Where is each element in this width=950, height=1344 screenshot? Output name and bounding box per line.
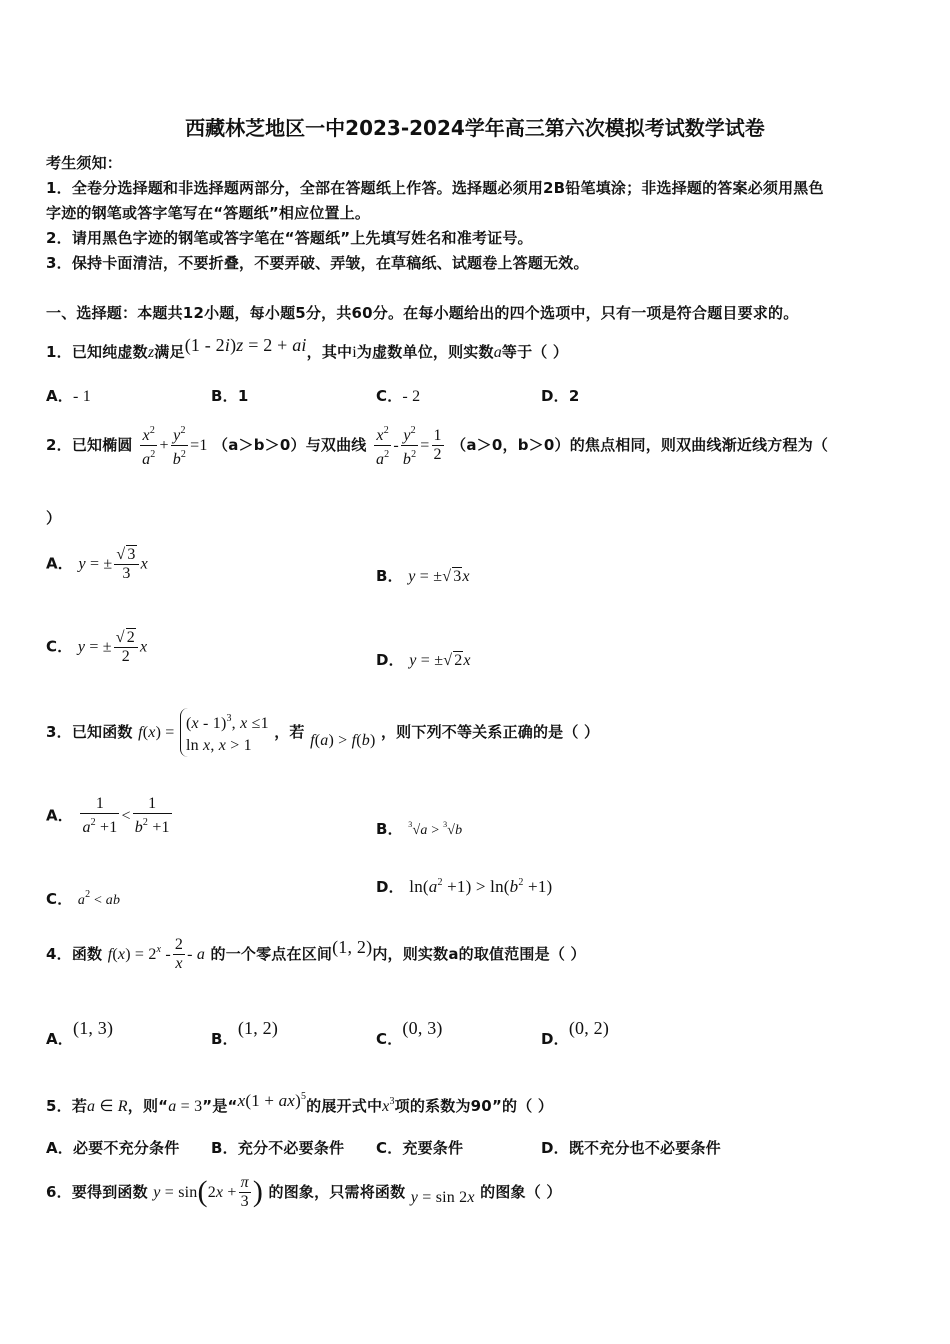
q3-option-a[interactable]: A． $\frac{1}{a^2 +1}$ < $\frac{1}{b^2 +1}$ (46, 795, 170, 836)
q4-option-a[interactable]: A．(1, 3) (46, 1018, 114, 1048)
q5-text-4: 的展开式中 (306, 1097, 383, 1115)
q4-text-3: 内，则实数a的取值范围是（ ） (372, 945, 586, 963)
q1-option-a[interactable]: A．- 1 (46, 387, 91, 405)
q1-text-2: 满足 (154, 343, 185, 361)
q1-option-d[interactable]: D．2 (541, 387, 580, 405)
question-1: 1．已知纯虚数z满足(1 - 2i)z = 2 + ai，其中i为虚数单位，则实数a等于（ ） (46, 335, 569, 361)
notice-heading: 考生须知： (46, 154, 123, 172)
q3-option-b[interactable]: B． $^3$√a > $^3$√b (376, 820, 463, 838)
q3-option-d[interactable]: D． $\ln(a^2 +1) > \ln(b^2 +1)$ (376, 877, 553, 896)
page-title: 西藏林芝地区一中2023-2024学年高三第六次模拟考试数学试卷 (185, 116, 765, 140)
q4-option-d[interactable]: D．(0, 2) (541, 1018, 610, 1048)
notice-item-1-line-2: 字迹的钢笔或答字笔写在“答题纸”相应位置上。 (46, 204, 371, 222)
q1-option-c[interactable]: C．- 2 (376, 387, 421, 405)
q6-text-3: 的图象（ ） (480, 1183, 562, 1201)
q5-option-b[interactable]: B．充分不必要条件 (211, 1139, 345, 1157)
q4-option-c[interactable]: C．(0, 3) (376, 1018, 443, 1048)
question-3: 3．已知函数 f(x) = (x - 1)$^3$, x ≤1 ln x, x > 1 ，若 f(a) > f(b) ，则下列不等关系正确的是（ ） (46, 708, 599, 757)
q4-text-1: 4．函数 (46, 945, 103, 963)
notice-item-2: 2．请用黑色字迹的钢笔或答字笔在“答题纸”上先填写姓名和准考证号。 (46, 229, 533, 247)
q1-option-b[interactable]: B．1 (211, 387, 249, 405)
q2-option-d[interactable]: D． y = ±√ 2x (376, 651, 471, 669)
q2-option-c[interactable]: C． y = ± $\frac{√ 2}{2}$ x (46, 629, 148, 665)
q6-text-2: 的图象，只需将函数 (268, 1183, 406, 1201)
q5-text-5: 项的系数为90”的（ ） (394, 1097, 554, 1115)
question-2: 2．已知椭圆 $\frac{x^2}{a^2}$ + $\frac{y^2}{b^2}$ =1 （a＞b＞0）与双曲线 $\frac{x^2}{a^2}$ - $\frac{y^2}{b^2}$ = $\frac{1}{2}$ （a＞0，b＞0）的焦点相同，则双曲线渐近线方程为（ (46, 422, 828, 469)
q3-option-c[interactable]: C． $a^2$ < ab (46, 889, 121, 908)
q3-text-1: 3．已知函数 (46, 723, 133, 741)
q1-text-3: ，其中 (306, 343, 353, 361)
q5-option-d[interactable]: D．既不充分也不必要条件 (541, 1139, 721, 1157)
q5-text-1: 5．若 (46, 1097, 88, 1115)
q5-text-3: ”是“ (202, 1097, 238, 1115)
q5-text-2: ，则“ (127, 1097, 169, 1115)
q6-text-1: 6．要得到函数 (46, 1183, 148, 1201)
q5-option-a[interactable]: A．必要不充分条件 (46, 1139, 180, 1157)
q2-text-2: （a＞b＞0）与双曲线 (213, 436, 367, 454)
q3-text-3: ，则下列不等关系正确的是（ ） (380, 723, 600, 741)
q1-text-1: 1．已知纯虚数 (46, 343, 148, 361)
q3-text-2: ，若 (274, 723, 305, 741)
q1-text-5: 等于（ ） (501, 343, 569, 361)
question-5: 5．若a ∈ R，则“a = 3”是“x(1 + ax)$^5$的展开式中$x^3$项的系数为90”的（ ） (46, 1091, 554, 1115)
q4-option-b[interactable]: B．(1, 2) (211, 1018, 279, 1048)
q2-text-3: （a＞0，b＞0）的焦点相同，则双曲线渐近线方程为（ (451, 436, 829, 454)
q1-text-4: 为虚数单位，则实数 (356, 343, 494, 361)
question-6: 6．要得到函数 y = sin(2x + $\frac{\pi}{3}$ ) 的图象，只需将函数 y = sin 2x 的图象（ ） (46, 1174, 562, 1210)
q4-text-2: 的一个零点在区间 (210, 945, 333, 963)
notice-item-3: 3．保持卡面清洁，不要折叠，不要弄破、弄皱，在草稿纸、试题卷上答题无效。 (46, 254, 589, 272)
section-heading: 一、选择题：本题共12小题，每小题5分，共60分。在每小题给出的四个选项中，只有一项是符合题目要求的。 (46, 304, 799, 322)
q5-option-c[interactable]: C．充要条件 (376, 1139, 464, 1157)
question-4: 4．函数 $f(x) = 2^x$ - $\frac{2}{x}$ - a 的一个零点在区间(1, 2)内，则实数a的取值范围是（ ） (46, 936, 586, 972)
q2-text-1: 2．已知椭圆 (46, 436, 133, 454)
notice-item-1-line-1: 1．全卷分选择题和非选择题两部分，全部在答题纸上作答。选择题必须用2B铅笔填涂；非选择题的答案必须用黑色 (46, 179, 824, 197)
q2-option-a[interactable]: A． y = ± $\frac{√ 3}{3}$ x (46, 546, 148, 582)
q2-option-b[interactable]: B． y = ±√ 3x (376, 567, 470, 585)
q2-text-4: ） (46, 509, 62, 527)
